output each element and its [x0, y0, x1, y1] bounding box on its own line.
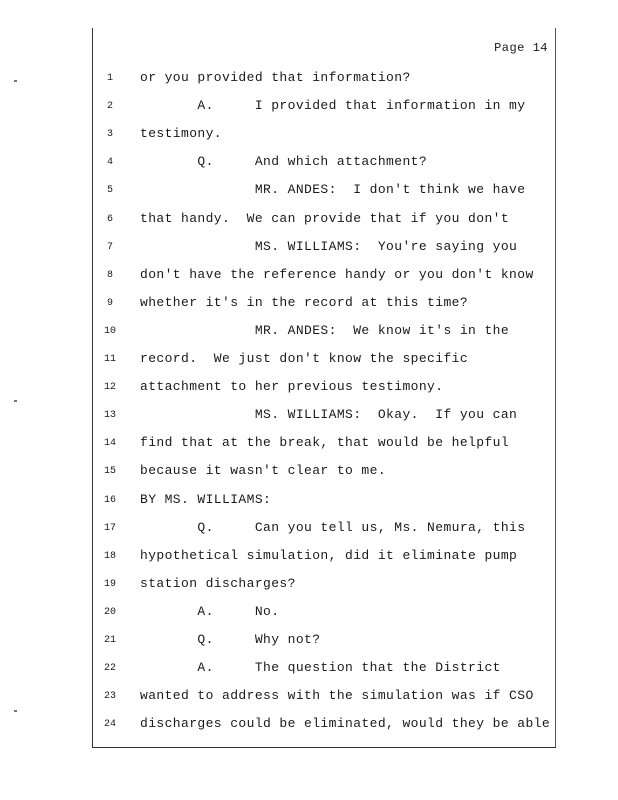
line-number: 3	[106, 129, 113, 141]
transcript-line-text: BY MS. WILLIAMS:	[140, 491, 272, 507]
line-number: 7	[106, 241, 113, 253]
transcript-line-text: A. The question that the District	[140, 660, 501, 676]
line-number: 24	[103, 719, 116, 731]
transcript-line-text: attachment to her previous testimony.	[140, 379, 444, 395]
line-number: 5	[106, 185, 113, 197]
line-number: 11	[103, 354, 116, 365]
line-number: 16	[103, 494, 116, 506]
transcript-line-text: find that at the break, that would be helpful	[140, 435, 510, 451]
transcript-line-text: Q. Can you tell us, Ms. Nemura, this	[140, 519, 526, 535]
transcript-line-text: Q. And which attachment?	[140, 154, 428, 170]
line-number: 10	[103, 325, 116, 337]
transcript-line-text: whether it's in the record at this time?	[140, 294, 469, 310]
line-number: 19	[103, 578, 116, 590]
transcript-line-text: don't have the reference handy or you don't know	[140, 266, 534, 282]
transcript-line-text: that handy. We can provide that if you don't	[140, 210, 510, 226]
line-number: 15	[103, 466, 116, 478]
line-number: 13	[103, 410, 116, 422]
transcript-line-text: discharges could be eliminated, would they be able	[140, 716, 551, 732]
transcript-line-text: MS. WILLIAMS: You're saying you	[140, 238, 518, 254]
line-number: 12	[103, 382, 116, 394]
transcript-line-text: or you provided that information?	[140, 70, 411, 85]
line-number: 14	[103, 438, 116, 450]
transcript-line-text: station discharges?	[140, 575, 296, 591]
line-number: 17	[103, 522, 116, 534]
line-number: 1	[106, 73, 113, 84]
transcript-line-text: MR. ANDES: We know it's in the	[140, 322, 510, 338]
line-number: 4	[106, 157, 113, 169]
page-number: Page 14	[494, 41, 548, 55]
transcript-line-text: MS. WILLIAMS: Okay. If you can	[140, 407, 518, 423]
line-number: 20	[103, 606, 116, 618]
line-number: 18	[103, 550, 116, 562]
transcript-line-text: testimony.	[140, 126, 223, 142]
page-bottom-border	[92, 747, 556, 748]
line-number: 8	[106, 269, 113, 281]
transcript-line-text: wanted to address with the simulation was if CSO	[140, 688, 534, 704]
transcript-line-text: because it wasn't clear to me.	[140, 463, 387, 479]
transcript-line-text: A. No.	[140, 603, 280, 619]
line-number: 9	[106, 297, 113, 309]
transcript-line-text: A. I provided that information in my	[140, 98, 526, 114]
transcript-line-text: Q. Why not?	[140, 632, 321, 647]
scan-speck	[14, 400, 17, 402]
page-right-border	[555, 28, 556, 748]
page-left-border	[92, 28, 93, 748]
line-number: 22	[103, 663, 116, 675]
line-number: 2	[106, 101, 113, 113]
line-number: 21	[103, 635, 116, 646]
line-number: 6	[106, 213, 113, 225]
scan-speck	[14, 710, 17, 712]
transcript-line-text: hypothetical simulation, did it eliminate pump	[140, 547, 518, 563]
line-number: 23	[103, 691, 116, 703]
transcript-line-text: record. We just don't know the specific	[140, 351, 469, 366]
transcript-line-text: MR. ANDES: I don't think we have	[140, 182, 526, 198]
scan-speck	[14, 80, 17, 82]
